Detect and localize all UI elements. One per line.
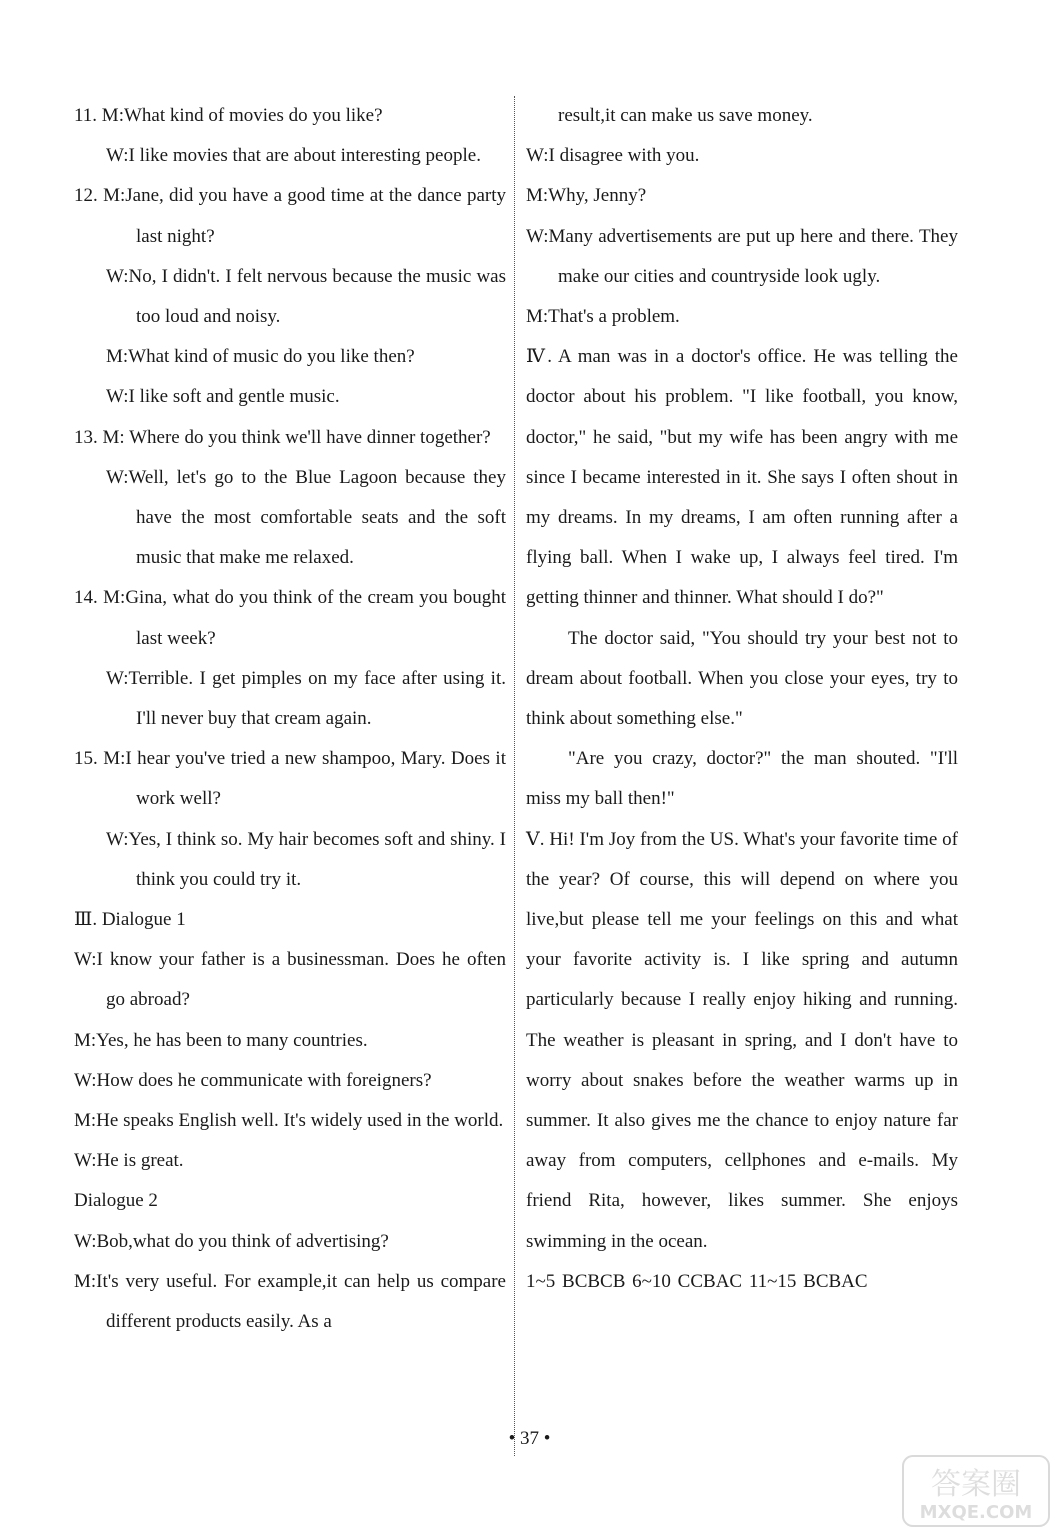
watermark-text: 答案圈: [931, 1467, 1021, 1502]
left-column: [74, 96, 506, 1342]
dialogue-line: 12. M:Jane, did you have a good time at the dance party last night?: [74, 185, 506, 247]
dialogue-line: W:No, I didn't. I felt nervous because the music was too loud and noisy.: [106, 265, 506, 328]
column-divider: [514, 96, 515, 1456]
text-paragraph: The doctor said, "You should try your best not to dream about football. When you close your eyes, try to think about something else.": [526, 627, 958, 730]
dialogue-line: 11. M:What kind of movies do you like?: [74, 105, 383, 126]
text-paragraph: Ⅴ. Hi! I'm Joy from the US. What's your favorite time of the year? Of course, this will depend on where you live,but please tell me your feelings on this and what your favorite activity is. I like spring and autumn particularly because I really enjoy hiking and running. The weather is pleasant in spring, and I don't have to worry about snakes before the weather warms up in summer. It also gives me the chance to enjoy nature far away from computers, cellphones and e-mails. My friend Rita, however, likes summer. She enjoys swimming in the ocean.: [526, 828, 958, 1252]
dialogue-line: W:Terrible. I get pimples on my face after using it. I'll never buy that cream again.: [106, 667, 506, 730]
right-column: [526, 96, 958, 1302]
text-paragraph: 1~5 BCBCB 6~10 CCBAC 11~15 BCBAC: [526, 1270, 868, 1292]
dialogue-line: W:Yes, I think so. My hair becomes soft and shiny. I think you could try it.: [106, 828, 506, 890]
dialogue-line: M:He speaks English well. It's widely used in the world.: [74, 1110, 504, 1132]
dialogue-line: M:Yes, he has been to many countries.: [74, 1029, 368, 1051]
dialogue-line: W:Bob,what do you think of advertising?: [74, 1230, 389, 1252]
text-paragraph: "Are you crazy, doctor?" the man shouted. "I'll miss my ball then!": [526, 748, 958, 810]
text-paragraph: M:Why, Jenny?: [526, 185, 647, 207]
watermark-logo: [901, 1454, 1051, 1528]
watermark-sub: MXQE.COM: [919, 1502, 1033, 1523]
dialogue-line: 15. M:I hear you've tried a new shampoo, Mary. Does it work well?: [74, 748, 506, 810]
text-paragraph: M:That's a problem.: [526, 306, 680, 328]
text-paragraph: result,it can make us save money.: [558, 105, 813, 126]
dialogue-line: W:I like soft and gentle music.: [106, 386, 340, 408]
dialogue-line: W:I know your father is a businessman. Does he often go abroad?: [74, 949, 506, 1011]
dialogue-line: W:Well, let's go to the Blue Lagoon because they have the most comfortable seats and the soft music that make me relaxed.: [106, 466, 506, 569]
text-paragraph: W:Many advertisements are put up here and there. They make our cities and countryside look ugly.: [526, 225, 958, 287]
dialogue-line: Ⅲ. Dialogue 1: [74, 909, 186, 931]
text-paragraph: W:I disagree with you.: [526, 145, 700, 167]
dialogue-line: 14. M:Gina, what do you think of the cream you bought last week?: [74, 587, 506, 649]
dialogue-line: W:I like movies that are about interesting people.: [106, 145, 481, 167]
dialogue-line: M:What kind of music do you like then?: [106, 346, 415, 368]
dialogue-line: Dialogue 2: [74, 1190, 158, 1212]
text-paragraph: Ⅳ. A man was in a doctor's office. He was telling the doctor about his problem. "I like football, you know, doctor," he said, "but my wife has been angry with me since I became interested in it. She says I often shout in my dreams. In my dreams, I am often running after a flying ball. When I wake up, I always feel tired. I'm getting thinner and thinner. What should I do?": [526, 346, 958, 609]
page-number: • 37 •: [508, 1428, 551, 1449]
dialogue-line: W:He is great.: [74, 1150, 184, 1172]
dialogue-line: M:It's very useful. For example,it can help us compare different products easily. As a: [74, 1270, 506, 1333]
dialogue-line: W:How does he communicate with foreigners?: [74, 1069, 432, 1091]
dialogue-line: 13. M: Where do you think we'll have dinner together?: [74, 426, 491, 448]
